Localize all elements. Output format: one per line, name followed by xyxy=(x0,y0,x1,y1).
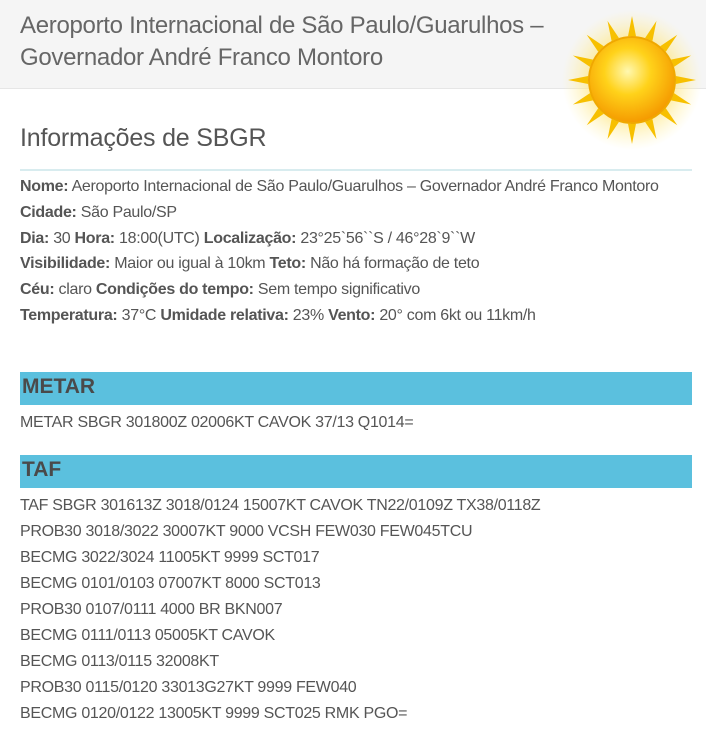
sun-icon xyxy=(560,8,705,153)
taf-line: BECMG 3022/3024 11005KT 9999 SCT017 xyxy=(20,549,320,566)
taf-line: TAF SBGR 301613Z 3018/0124 15007KT CAVOK TN22/0109Z TX38/0118Z xyxy=(20,497,541,514)
taf-heading: TAF xyxy=(20,455,692,488)
taf-line: BECMG 0101/0103 07007KT 8000 SCT013 xyxy=(20,575,321,592)
taf-line: PROB30 0107/0111 4000 BR BKN007 xyxy=(20,601,283,618)
info-ceu-cond: Céu: claro Condições do tempo: Sem tempo significativo xyxy=(20,281,420,299)
info-vis-teto: Visibilidade: Maior ou igual à 10km Teto: Não há formação de teto xyxy=(20,255,480,273)
taf-line: BECMG 0111/0113 05005KT CAVOK xyxy=(20,627,275,644)
metar-text: METAR SBGR 301800Z 02006KT CAVOK 37/13 Q1014= xyxy=(20,414,414,431)
airport-info xyxy=(20,174,692,329)
info-nome: Nome: Aeroporto Internacional de São Paulo/Guarulhos – Governador André Franco Montoro xyxy=(20,178,659,195)
divider xyxy=(20,169,692,171)
info-temp: Temperatura: 37°C Umidade relativa: 23% Vento: 20° com 6kt ou 11km/h xyxy=(20,306,536,324)
info-cidade: Cidade: São Paulo/SP xyxy=(20,203,177,221)
taf-text xyxy=(20,493,540,727)
info-dia-hora-loc: Dia: 30 Hora: 18:00(UTC) Localização: 23°25`56``S / 46°28`9``W xyxy=(20,229,475,247)
page-title: Informações de SBGR xyxy=(20,124,267,152)
metar-heading: METAR xyxy=(20,372,692,405)
airport-title: Aeroporto Internacional de São Paulo/Guarulhos – Governador André Franco Montoro xyxy=(20,12,544,71)
taf-line: BECMG 0113/0115 32008KT xyxy=(20,653,219,670)
taf-line: BECMG 0120/0122 13005KT 9999 SCT025 RMK PGO= xyxy=(20,705,408,722)
taf-line: PROB30 0115/0120 33013G27KT 9999 FEW040 xyxy=(20,679,357,696)
taf-line: PROB30 3018/3022 30007KT 9000 VCSH FEW030 FEW045TCU xyxy=(20,523,473,540)
